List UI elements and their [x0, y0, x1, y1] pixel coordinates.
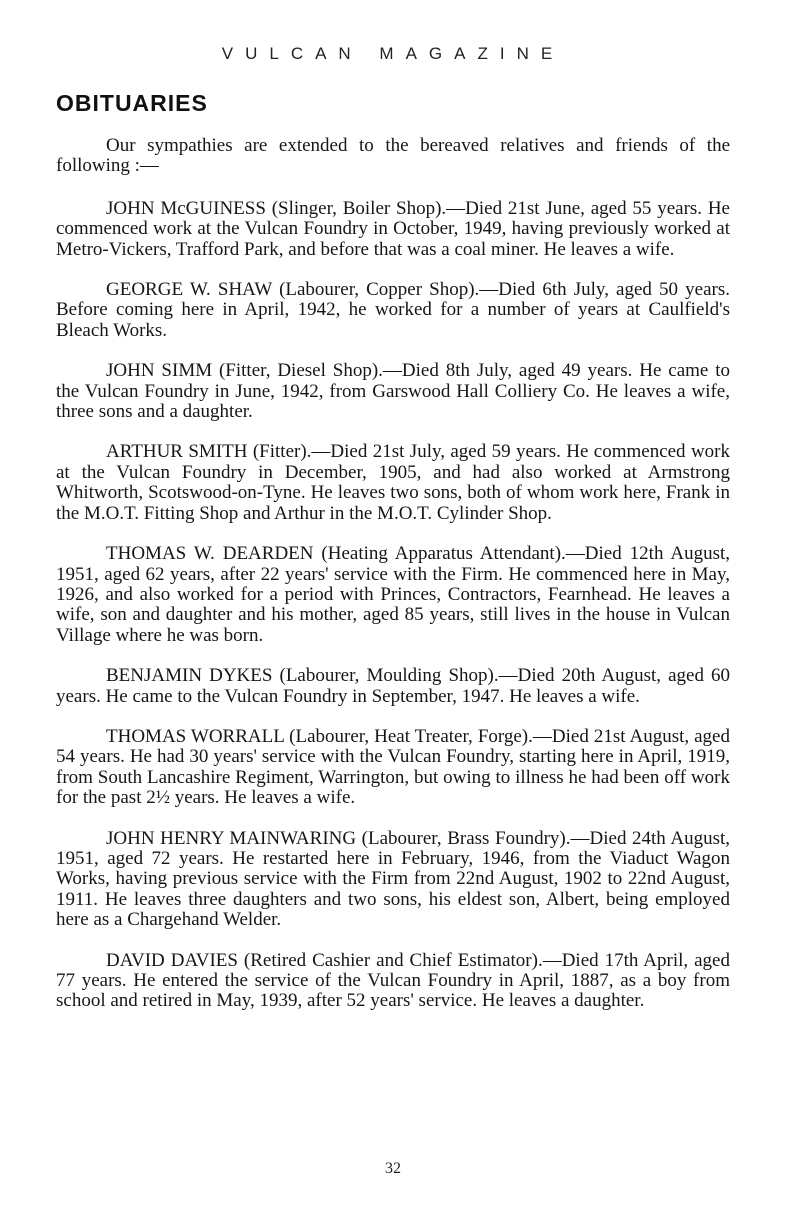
page-number: 32 [385, 1160, 401, 1177]
intro-paragraph: Our sympathies are extended to the bereaved relatives and friends of the following :— [56, 135, 730, 177]
running-head: VULCAN MAGAZINE [221, 44, 565, 63]
obituary-paragraph: JOHN HENRY MAINWARING (Labourer, Brass Foundry).—Died 24th August, 1951, aged 72 years. He restarted here in February, 1946, from the Viaduct Wagon Works, having previous service with the Firm from 22nd August, 1902 to 22nd August, 1911. He leaves three daughters and two sons, his eldest son, Albert, being employed here as a Chargehand Welder. [56, 827, 730, 931]
obituary-paragraph: BENJAMIN DYKES (Labourer, Moulding Shop).—Died 20th August, aged 60 years. He came to the Vulcan Foundry in September, 1947. He leaves a wife. [56, 665, 730, 707]
obituary-paragraph: THOMAS WORRALL (Labourer, Heat Treater, Forge).—Died 21st August, aged 54 years. He had 30 years' service with the Vulcan Foundry, starting here in April, 1919, from South Lancashire Regiment, Warrington, but owing to illness he had been off work for the past 2½ years. He leaves a wife. [56, 725, 730, 809]
obituary-paragraph: GEORGE W. SHAW (Labourer, Copper Shop).—Died 6th July, aged 50 years. Before coming here in April, 1942, he worked for a number of years at Caulfield's Bleach Works. [56, 279, 730, 341]
magazine-page [56, 0, 730, 1218]
obituary-paragraph: JOHN McGUINESS (Slinger, Boiler Shop).—Died 21st June, aged 55 years. He commenced work at the Vulcan Foundry in October, 1949, having previously worked at Metro-Vickers, Trafford Park, and before that was a coal miner. He leaves a wife. [56, 197, 730, 260]
obituaries-body [56, 136, 730, 1032]
obituary-paragraph: DAVID DAVIES (Retired Cashier and Chief Estimator).—Died 17th April, aged 77 years. He entered the service of the Vulcan Foundry in April, 1887, as a boy from school and retired in May, 1939, after 52 years' service. He leaves a daughter. [56, 949, 730, 1012]
obituary-paragraph: ARTHUR SMITH (Fitter).—Died 21st July, aged 59 years. He commenced work at the Vulcan Foundry in December, 1905, and had also worked at Armstrong Whitworth, Scotswood-on-Tyne. He leaves two sons, both of whom work here, Frank in the M.O.T. Fitting Shop and Arthur in the M.O.T. Cylinder Shop. [56, 441, 730, 524]
section-title: OBITUARIES [56, 90, 208, 116]
obituary-paragraph: JOHN SIMM (Fitter, Diesel Shop).—Died 8th July, aged 49 years. He came to the Vulcan Foundry in June, 1942, from Garswood Hall Colliery Co. He leaves a wife, three sons and a daughter. [56, 360, 730, 423]
obituary-paragraph: THOMAS W. DEARDEN (Heating Apparatus Attendant).—Died 12th August, 1951, aged 62 years, after 22 years' service with the Firm. He commenced here in May, 1926, and also worked for a period with Princes, Contractors, Fearnhead. He leaves a wife, son and daughter and his mother, aged 85 years, still lives in the house in Vulcan Village where he was born. [56, 543, 730, 646]
